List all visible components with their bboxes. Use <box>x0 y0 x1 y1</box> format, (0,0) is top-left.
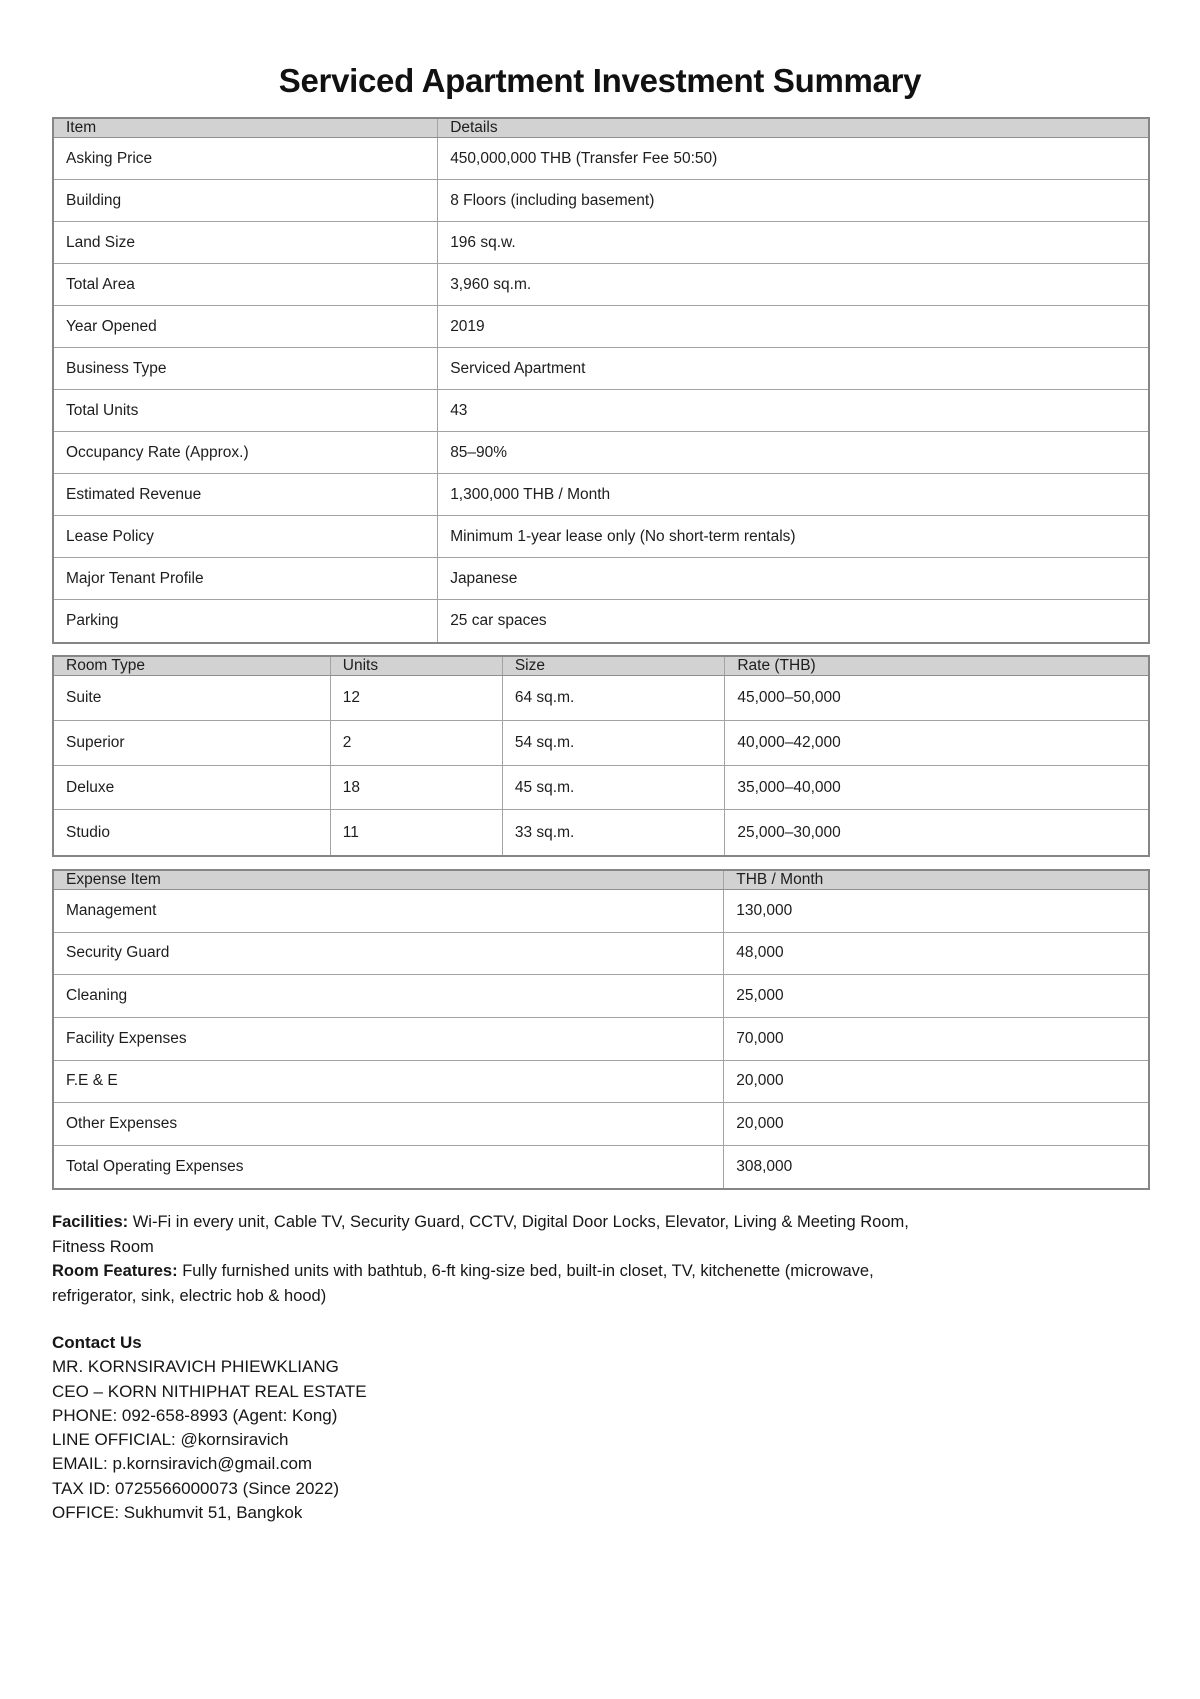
table-row <box>53 600 1149 643</box>
table-cell: 40,000–42,000 <box>725 720 1149 765</box>
column-header: Units <box>330 656 502 676</box>
table-row <box>53 138 1149 180</box>
table-cell: 20,000 <box>724 1060 1149 1103</box>
table-cell: 11 <box>330 810 502 856</box>
text-line: refrigerator, sink, electric hob & hood) <box>52 1286 327 1305</box>
text-line: MR. KORNSIRAVICH PHIEWKLIANG <box>52 1357 339 1377</box>
table-cell: 54 sq.m. <box>502 720 724 765</box>
table-cell: 20,000 <box>724 1103 1149 1146</box>
text-line: Room Features: Fully furnished units with bathtub, 6-ft king-size bed, built-in closet, TV, kitchenette (microwave, <box>52 1262 874 1280</box>
column-header: Details <box>438 118 1149 138</box>
table-cell: 25,000–30,000 <box>725 810 1149 856</box>
table-cell: Year Opened <box>53 306 438 348</box>
table-cell: Parking <box>53 600 438 643</box>
column-header: Item <box>53 118 438 138</box>
table-row <box>53 932 1149 975</box>
table-row <box>53 264 1149 306</box>
table-cell: 2019 <box>438 306 1149 348</box>
table-cell: 45 sq.m. <box>502 765 724 810</box>
table-cell: 33 sq.m. <box>502 810 724 856</box>
column-header: THB / Month <box>724 870 1149 890</box>
column-header: Room Type <box>53 656 330 676</box>
column-header: Rate (THB) <box>725 656 1149 676</box>
header-row <box>53 870 1149 890</box>
text-line: Facilities: Wi-Fi in every unit, Cable TV, Security Guard, CCTV, Digital Door Locks, Elevator, Living & Meeting Room, <box>52 1213 909 1231</box>
table-cell: 70,000 <box>724 1017 1149 1060</box>
text-line: EMAIL: p.kornsiravich@gmail.com <box>52 1454 313 1474</box>
table-cell: 3,960 sq.m. <box>438 264 1149 306</box>
table-cell: Deluxe <box>53 765 330 810</box>
table-cell: 1,300,000 THB / Month <box>438 474 1149 516</box>
contact-lines <box>52 1355 1156 1525</box>
table-row <box>53 890 1149 933</box>
table-row <box>53 180 1149 222</box>
contact-heading: Contact Us <box>52 1333 142 1352</box>
table-cell: Serviced Apartment <box>438 348 1149 390</box>
table-cell: Occupancy Rate (Approx.) <box>53 432 438 474</box>
text-line: OFFICE: Sukhumvit 51, Bangkok <box>52 1503 303 1523</box>
table-cell: 64 sq.m. <box>502 676 724 721</box>
table-cell: Business Type <box>53 348 438 390</box>
table-row <box>53 676 1149 721</box>
table-row <box>53 516 1149 558</box>
table-cell: Management <box>53 890 724 933</box>
text-line: PHONE: 092-658-8993 (Agent: Kong) <box>52 1405 338 1425</box>
table-row <box>53 306 1149 348</box>
table-cell: Other Expenses <box>53 1103 724 1146</box>
table-row <box>53 390 1149 432</box>
table-cell: 18 <box>330 765 502 810</box>
table-cell: Suite <box>53 676 330 721</box>
room-type-table <box>52 655 1150 857</box>
table-row <box>53 765 1149 810</box>
table-cell: F.E & E <box>53 1060 724 1103</box>
table-cell: 2 <box>330 720 502 765</box>
table-row <box>53 1103 1149 1146</box>
expense-table <box>52 869 1150 1190</box>
table-cell: 308,000 <box>724 1145 1149 1189</box>
table-cell: Superior <box>53 720 330 765</box>
table-cell: 45,000–50,000 <box>725 676 1149 721</box>
text-line: LINE OFFICIAL: @kornsiravich <box>52 1430 289 1450</box>
table-cell: 43 <box>438 390 1149 432</box>
table-cell: 8 Floors (including basement) <box>438 180 1149 222</box>
table-cell: 196 sq.w. <box>438 222 1149 264</box>
table-cell: Asking Price <box>53 138 438 180</box>
table-cell: Security Guard <box>53 932 724 975</box>
table-cell: Total Operating Expenses <box>53 1145 724 1189</box>
table-cell: Estimated Revenue <box>53 474 438 516</box>
table-cell: Total Units <box>53 390 438 432</box>
column-header: Size <box>502 656 724 676</box>
table-cell: 35,000–40,000 <box>725 765 1149 810</box>
notes-section <box>52 1210 1156 1308</box>
table-row <box>53 1060 1149 1103</box>
table-cell: Total Area <box>53 264 438 306</box>
column-header: Expense Item <box>53 870 724 890</box>
table-cell: 25,000 <box>724 975 1149 1018</box>
table-row <box>53 1017 1149 1060</box>
table-row <box>53 720 1149 765</box>
table-cell: 130,000 <box>724 890 1149 933</box>
text-line: Fitness Room <box>52 1237 154 1256</box>
table-cell: 48,000 <box>724 932 1149 975</box>
table-cell: Major Tenant Profile <box>53 558 438 600</box>
contact-section <box>52 1331 1156 1525</box>
table-row <box>53 1145 1149 1189</box>
table-cell: Lease Policy <box>53 516 438 558</box>
table-row <box>53 222 1149 264</box>
table-cell: 450,000,000 THB (Transfer Fee 50:50) <box>438 138 1149 180</box>
table-cell: 12 <box>330 676 502 721</box>
page-title: Serviced Apartment Investment Summary <box>278 62 922 99</box>
table-cell: Facility Expenses <box>53 1017 724 1060</box>
table-cell: Building <box>53 180 438 222</box>
table-row <box>53 558 1149 600</box>
table-row <box>53 474 1149 516</box>
text-line: CEO – KORN NITHIPHAT REAL ESTATE <box>52 1381 367 1401</box>
table-cell: Land Size <box>53 222 438 264</box>
header-row <box>53 118 1149 138</box>
table-cell: 25 car spaces <box>438 600 1149 643</box>
table-cell: Japanese <box>438 558 1149 600</box>
table-row <box>53 432 1149 474</box>
summary-table <box>52 117 1150 644</box>
text-line: TAX ID: 0725566000073 (Since 2022) <box>52 1478 339 1498</box>
table-cell: Studio <box>53 810 330 856</box>
table-cell: 85–90% <box>438 432 1149 474</box>
table-row <box>53 810 1149 856</box>
table-row <box>53 348 1149 390</box>
header-row <box>53 656 1149 676</box>
table-row <box>53 975 1149 1018</box>
table-cell: Cleaning <box>53 975 724 1018</box>
table-cell: Minimum 1-year lease only (No short-term rentals) <box>438 516 1149 558</box>
